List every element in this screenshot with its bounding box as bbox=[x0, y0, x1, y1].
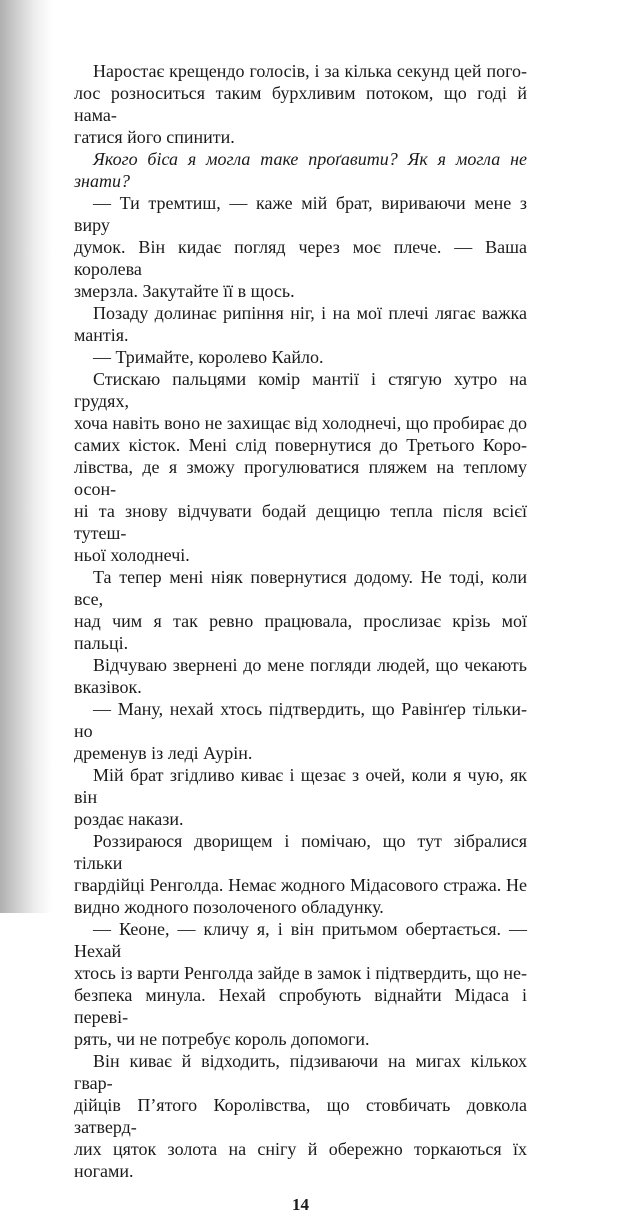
paragraph bbox=[74, 918, 527, 1050]
paragraphs-container bbox=[74, 60, 527, 1182]
paragraph bbox=[74, 830, 527, 918]
text-line: вказівок. bbox=[74, 677, 142, 697]
page-text-block bbox=[74, 60, 527, 1216]
text-line: дійців П’ятого Королівства, що стовбичать довкола затверд- bbox=[74, 1095, 527, 1137]
text-line: — Ти тремтиш, — каже мій брат, вириваючи мене з виру bbox=[74, 193, 527, 235]
paragraph-inner-thought bbox=[74, 148, 527, 192]
paragraph bbox=[74, 60, 527, 148]
text-line: лівства, де я зможу прогулюватися пляжем на теплому осон- bbox=[74, 457, 527, 499]
text-line: гвардійці Ренголда. Немає жодного Мідасового стража. Не bbox=[74, 875, 527, 895]
text-line: гатися його спинити. bbox=[74, 127, 235, 147]
text-line: лос розноситься таким бурхливим потоком, що годі й нама- bbox=[74, 83, 527, 125]
text-line: Відчуваю звернені до мене погляди людей, що чекають bbox=[93, 655, 527, 675]
text-line: над чим я так ревно працювала, прослизає крізь мої пальці. bbox=[74, 611, 527, 653]
paragraph bbox=[74, 302, 527, 346]
page-gutter-shadow bbox=[0, 0, 52, 913]
paragraph bbox=[74, 1050, 527, 1182]
text-line: — Кеоне, — кличу я, і він притьмом обертається. — Нехай bbox=[74, 919, 527, 961]
text-line: роздає накази. bbox=[74, 809, 184, 829]
text-line: мантія. bbox=[74, 325, 129, 345]
text-line: Якого біса я могла таке проґавити? Як я могла не знати? bbox=[74, 149, 527, 191]
text-line: рять, чи не потребує король допомоги. bbox=[74, 1029, 370, 1049]
text-line: самих кісток. Мені слід повернутися до Третього Коро- bbox=[74, 435, 527, 455]
text-line: думок. Він кидає погляд через моє плече. — Ваша королева bbox=[74, 237, 527, 279]
text-line: Позаду долинає рипіння ніг, і на мої плечі лягає важка bbox=[93, 303, 527, 323]
text-line: видно жодного позолоченого обладунку. bbox=[74, 897, 384, 917]
text-line: — Тримайте, королево Кайло. bbox=[93, 347, 324, 367]
text-line: Та тепер мені ніяк повернутися додому. Не тоді, коли все, bbox=[74, 567, 527, 609]
text-line: — Ману, нехай хтось підтвердить, що Равінґер тільки-но bbox=[74, 699, 527, 741]
paragraph bbox=[74, 566, 527, 654]
text-line: дременув із леді Аурін. bbox=[74, 743, 253, 763]
paragraph bbox=[74, 368, 527, 566]
paragraph bbox=[74, 698, 527, 764]
paragraph bbox=[74, 192, 527, 302]
text-line: Стискаю пальцями комір мантії і стягую хутро на грудях, bbox=[74, 369, 527, 411]
text-line: хоча навіть воно не захищає від холоднечі, що пробирає до bbox=[74, 413, 527, 433]
paragraph bbox=[74, 654, 527, 698]
text-line: безпека минула. Нехай спробують віднайти Мідаса і переві- bbox=[74, 985, 527, 1027]
page-number: 14 bbox=[292, 1195, 309, 1214]
text-line: Мій брат згідливо киває і щезає з очей, коли я чую, як він bbox=[74, 765, 527, 807]
text-line: Роззираюся дворищем і помічаю, що тут зібралися тільки bbox=[74, 831, 527, 873]
text-line: хтось із варти Ренголда зайде в замок і підтвердить, що не- bbox=[74, 963, 527, 983]
text-line: змерзла. Закутайте її в щось. bbox=[74, 281, 295, 301]
text-line: ні та знову відчувати бодай дещицю тепла після всієї тутеш- bbox=[74, 501, 527, 543]
paragraph bbox=[74, 764, 527, 830]
text-line: лих цяток золота на снігу й обережно торкаються їх ногами. bbox=[74, 1139, 527, 1181]
paragraph bbox=[74, 346, 527, 368]
text-line: ньої холоднечі. bbox=[74, 545, 190, 565]
text-line: Наростає крещендо голосів, і за кілька секунд цей пого- bbox=[93, 61, 527, 81]
text-line: Він киває й відходить, підзиваючи на мигах кількох гвар- bbox=[74, 1051, 527, 1093]
